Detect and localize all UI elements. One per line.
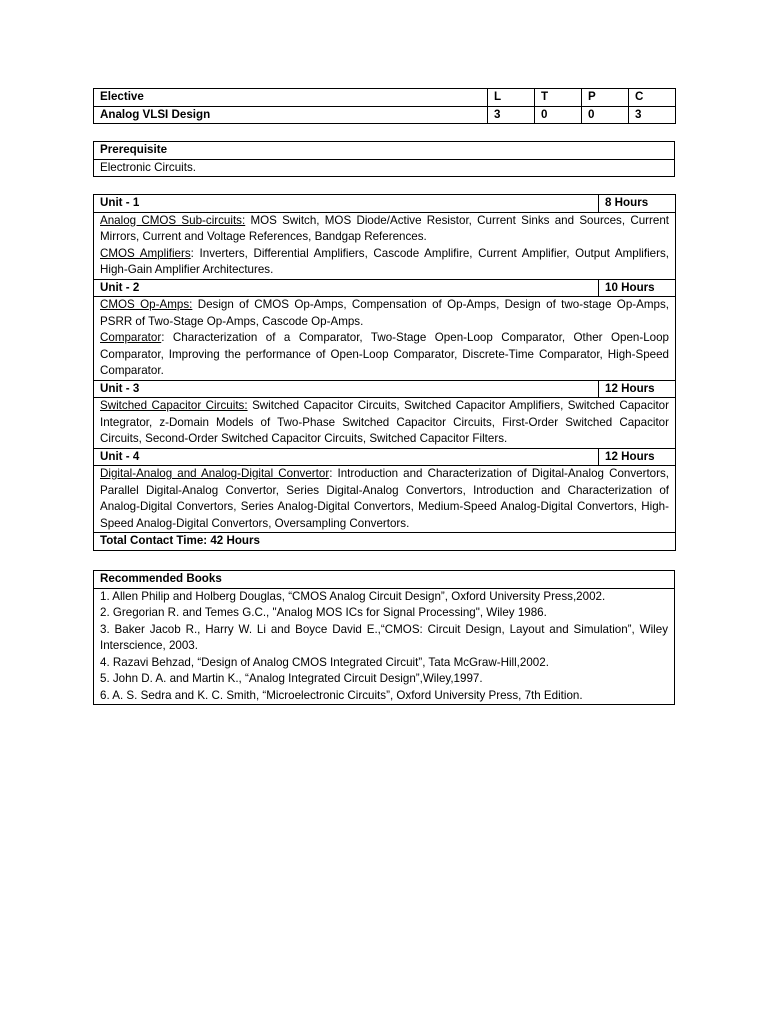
unit-content-row [94, 398, 676, 449]
unit-title: Unit - 2 [94, 279, 599, 297]
unit-hours: 12 Hours [599, 380, 676, 398]
unit-hours: 12 Hours [599, 448, 676, 466]
book-item: 6. A. S. Sedra and K. C. Smith, “Microelectronic Circuits”, Oxford University Press, 7th Edition. [100, 688, 583, 702]
unit-content-row [94, 466, 676, 533]
topic-text: : Inverters, Differential Amplifiers, Cascode Amplifire, Current Amplifier, Output Amplifiers, High-Gain Amplifier Architectures. [100, 246, 669, 276]
topic-paragraph [100, 466, 669, 532]
topic-text: : Characterization of a Comparator, Two-Stage Open-Loop Comparator, Other Open-Loop Comparator, Improving the performance of Open-Loop Comparator, Discrete-Time Comparator, High-Speed Comparator. [100, 331, 669, 377]
book-item: 2. Gregorian R. and Temes G.C., "Analog MOS ICs for Signal Processing", Wiley 1986. [100, 606, 547, 619]
topic-heading: CMOS Amplifiers [100, 246, 191, 260]
topic-heading: Switched Capacitor Circuits: [100, 399, 248, 412]
topic-text: MOS Switch, MOS Diode/Active Resistor, Current Sinks and Sources, Current Mirrors, Current and Voltage References, Bandgap References. [100, 213, 669, 243]
course-name: Analog VLSI Design [94, 106, 488, 124]
unit-title: Unit - 1 [94, 195, 599, 213]
topic-heading: Analog CMOS Sub-circuits: [100, 213, 246, 227]
course-name-row [94, 106, 676, 124]
topic-heading: CMOS Op-Amps: [100, 298, 193, 311]
ltpc-value-l: 3 [488, 106, 535, 124]
topic-text: Switched Capacitor Circuits, Switched Capacitor Amplifiers, Switched Capacitor Integrator, z-Domain Models of Two-Phase Switched Capacitor Circuits, First-Order Switched Capacitor Circuits, Second-Order Switched Capacitor Circuits, Switched Capacitor Filters. [100, 399, 669, 445]
course-category: Elective [94, 89, 488, 107]
topic-heading: Comparator [100, 331, 162, 344]
units-table [93, 194, 676, 551]
topic-paragraph [100, 330, 669, 380]
unit-header-row [94, 448, 676, 466]
unit-content-row [94, 212, 676, 279]
topic-paragraph [100, 297, 669, 330]
total-row [94, 533, 676, 551]
prerequisite-table [93, 141, 675, 177]
ltpc-value-t: 0 [535, 106, 582, 124]
books-table [93, 570, 675, 705]
topic-paragraph [100, 246, 669, 279]
unit-title: Unit - 3 [94, 380, 599, 398]
course-header-table [93, 88, 676, 124]
unit-header-row [94, 279, 676, 297]
prerequisite-heading: Prerequisite [94, 142, 675, 160]
course-header-row [94, 89, 676, 107]
books-list [94, 588, 675, 705]
unit-content [94, 212, 676, 279]
unit-title: Unit - 4 [94, 448, 599, 466]
ltpc-header-c: C [629, 89, 676, 107]
unit-content [94, 297, 676, 381]
book-item: 4. Razavi Behzad, “Design of Analog CMOS Integrated Circuit”, Tata McGraw-Hill,2002. [100, 655, 549, 669]
total-contact-time: Total Contact Time: 42 Hours [94, 533, 676, 551]
books-heading: Recommended Books [94, 571, 675, 589]
unit-hours: 10 Hours [599, 279, 676, 297]
ltpc-header-p: P [582, 89, 629, 107]
ltpc-header-l: L [488, 89, 535, 107]
unit-header-row [94, 195, 676, 213]
topic-heading: Digital-Analog and Analog-Digital Convertor [100, 467, 330, 480]
topic-paragraph [100, 398, 669, 448]
unit-content [94, 398, 676, 449]
ltpc-header-t: T [535, 89, 582, 107]
book-item: 1. Allen Philip and Holberg Douglas, “CMOS Analog Circuit Design”, Oxford University Press,2002. [100, 589, 606, 603]
unit-header-row [94, 380, 676, 398]
book-item: 3. Baker Jacob R., Harry W. Li and Boyce David E.,“CMOS: Circuit Design, Layout and Simulation”, Wiley Interscience, 2003. [100, 622, 668, 652]
ltpc-value-c: 3 [629, 106, 676, 124]
prerequisite-text: Electronic Circuits. [94, 159, 675, 177]
book-item: 5. John D. A. and Martin K., “Analog Integrated Circuit Design”,Wiley,1997. [100, 672, 483, 685]
topic-text: : Introduction and Characterization of Digital-Analog Convertors, Parallel Digital-Analog Convertor, Series Digital-Analog Convertors, Introduction and Characterization of Analog-Digital Convertors, Series Analog-Digital Convertors, Medium-Speed Analog-Digital Convertors, High-Speed Analog-Digital Convertors, Oversampling Convertors. [100, 467, 669, 530]
unit-content-row [94, 297, 676, 381]
unit-content [94, 466, 676, 533]
topic-text: Design of CMOS Op-Amps, Compensation of Op-Amps, Design of two-stage Op-Amps, PSRR of Two-Stage Op-Amps, Cascode Op-Amps. [100, 298, 669, 328]
topic-paragraph [100, 213, 669, 246]
unit-hours: 8 Hours [599, 195, 676, 213]
ltpc-value-p: 0 [582, 106, 629, 124]
